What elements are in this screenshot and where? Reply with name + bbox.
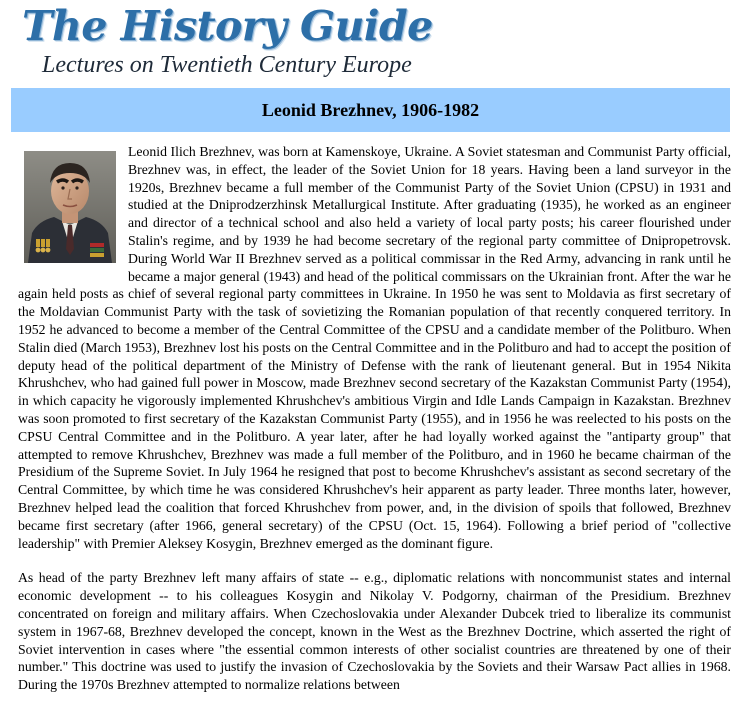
site-title: The History Guide <box>22 2 433 50</box>
article-title-bar <box>11 88 730 132</box>
site-logo[interactable] <box>22 2 442 84</box>
site-subtitle: Lectures on Twentieth Century Europe <box>42 52 412 78</box>
article-paragraph-2: As head of the party Brezhnev left many affairs of state -- e.g., diplomatic relations with noncommunist states and internal economic development -- to his colleagues Kosygin and Nikolay V. Podgorny, chairman of the Presidium. Brezhnev concentrated on foreign and military affairs. When Czechoslovakia under Alexander Dubcek tried to liberalize its communist system in 1967-68, Brezhnev developed the concept, known in the West as the Brezhnev Doctrine, which asserted the right of Soviet intervention in cases where "the essential common interests of other socialist countries are threatened by one of their number." This doctrine was used to justify the invasion of Czechoslovakia by the Soviets and their Warsaw Pact allies in 1968. During the 1970s Brezhnev attempted to normalize relations between <box>18 570 731 693</box>
article-paragraph-1: Leonid Ilich Brezhnev, was born at Kamenskoye, Ukraine. A Soviet statesman and Communist Party official, Brezhnev was, in effect, the leader of the Soviet Union for 18 years. Having been a land surveyor in the 1920s, Brezhnev became a full member of the Communist Party of the Soviet Union (CPSU) in 1931 and studied at the Dniprodzerzhinsk Metallurgical Institute. After graduating (1935), he worked as an engineer and director of a technical school and also held a variety of local party posts; his career flourished under Stalin's regime, and by 1939 he had become secretary of the regional party committee of Dnipropetrovsk. During World War II Brezhnev served as a political commissar in the Red Army, advancing in rank until he became a major general (1943) and head of the political commissars on the Ukrainian front. After the war he again held posts as chief of several regional party committees in Ukraine. In 1950 he was sent to Moldavia as first secretary of the Moldavian Communist Party with the task of sovietizing the Romanian population of that recently conquered territory. In 1952 he advanced to become a member of the Central Committee of the CPSU and a candidate member of the Politburo. When Stalin died (March 1953), Brezhnev lost his posts on the Central Committee and in the Politburo and had to accept the position of deputy head of the political department of the Ministry of Defense with the rank of lieutenant general. But in 1954 Nikita Khrushchev, who had gained full power in Moscow, made Brezhnev second secretary of the Kazakstan Communist Party (1954), in which capacity he vigorously implemented Khrushchev's ambitious Virgin and Idle Lands Campaign in Kazakstan. Brezhnev was soon promoted to first secretary of the Kazakstan Communist Party (1955), and in 1956 he was reelected to his posts on the CPSU Central Committee and in the Politburo. A year later, after he had loyally worked against the "antiparty group" that attempted to remove Khrushchev, Brezhnev was made a full member of the Politburo, and in 1960 he became chairman of the Presidium of the Supreme Soviet. In July 1964 he resigned that post to become Khrushchev's assistant as second secretary of the Central Committee, by which time he was considered Khrushchev's heir apparent as party leader. Three months later, however, Brezhnev helped lead the coalition that forced Khrushchev from power, and, in the division of spoils that followed, Brezhnev became first secretary (after 1966, general secretary) of the CPSU (Oct. 15, 1964). Following a brief period of "collective leadership" with Premier Aleksey Kosygin, Brezhnev emerged as the dominant figure. <box>18 144 731 551</box>
brezhnev-portrait-icon <box>24 151 116 263</box>
article-title: Leonid Brezhnev, 1906-1982 <box>261 99 480 120</box>
article-body <box>18 143 731 711</box>
